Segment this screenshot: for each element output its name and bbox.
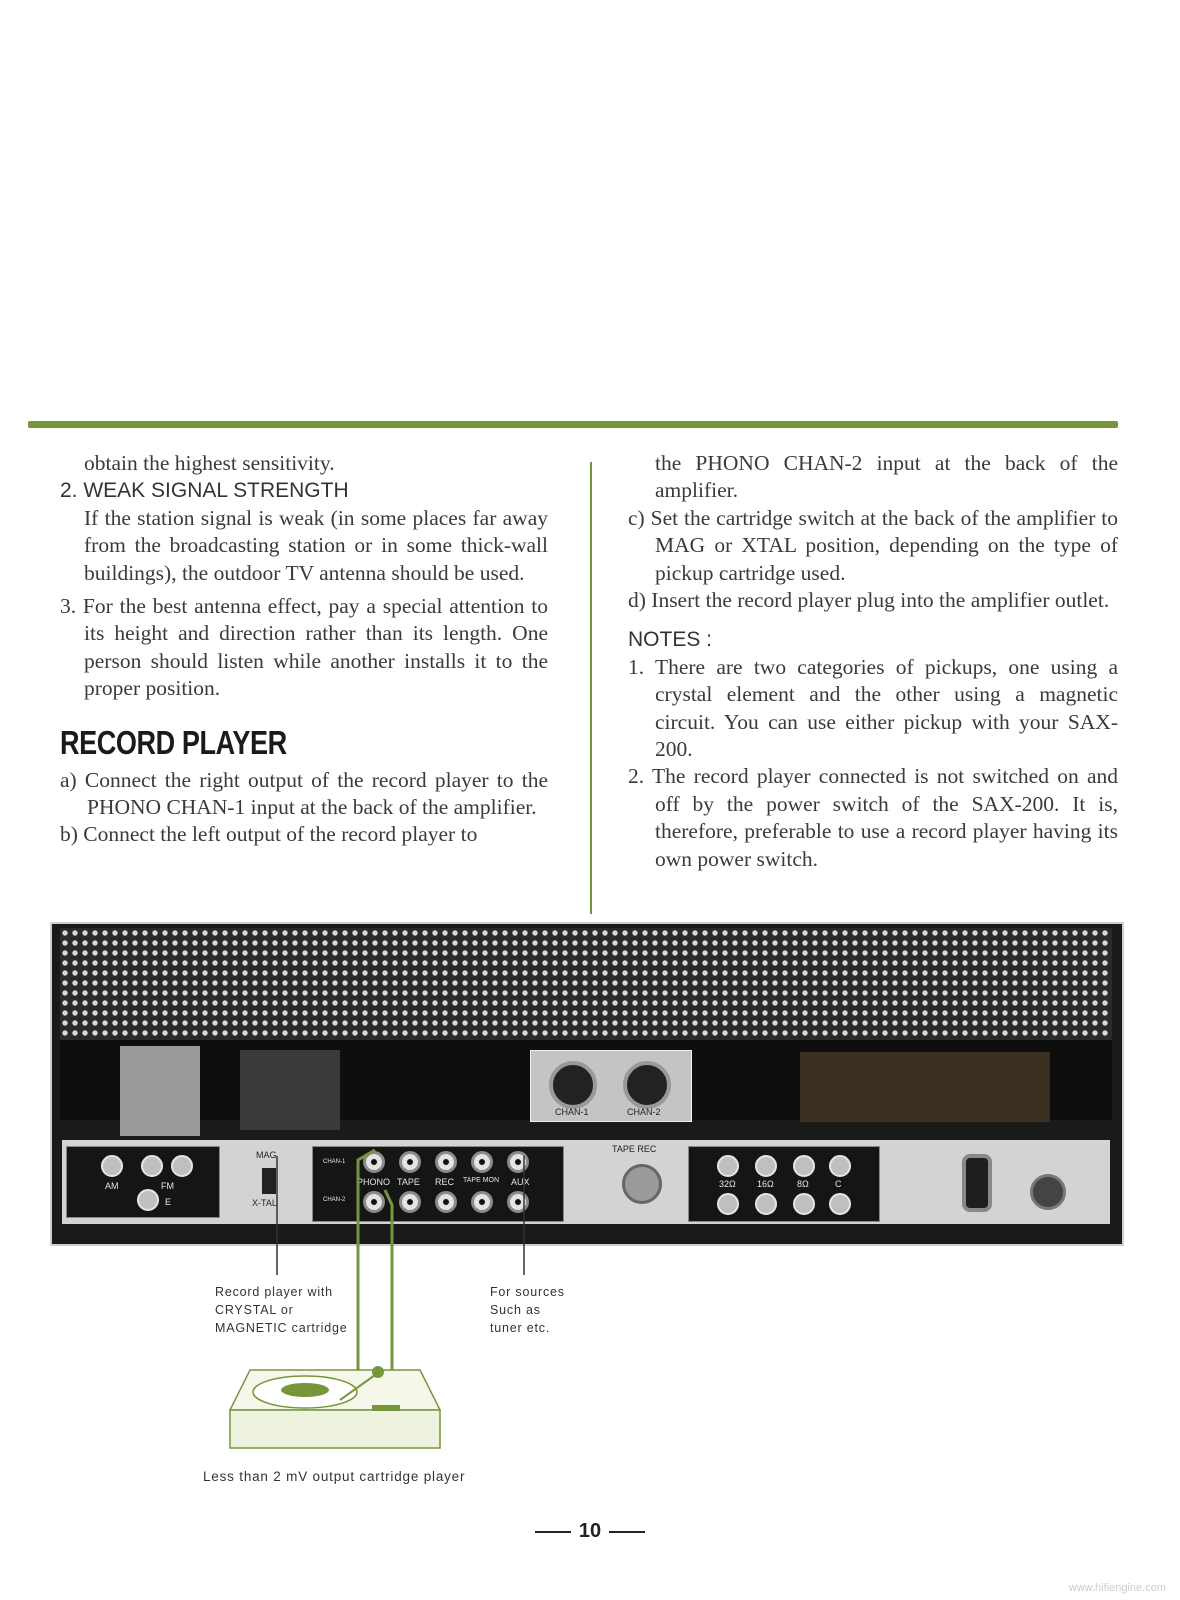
record-player-heading: RECORD PLAYER: [60, 723, 287, 761]
tape-rec-label: TAPE REC: [612, 1144, 657, 1154]
caption-record-player-line1: Record player with: [215, 1285, 333, 1299]
turntable-icon: [230, 1366, 440, 1448]
step-c: c) Set the cartridge switch at the back of the amplifier to MAG or XTAL position, depending on the type of pickup cartridge used.: [628, 505, 1118, 585]
phono-label: PHONO: [357, 1177, 391, 1187]
label-32: 32Ω: [719, 1179, 736, 1189]
caption-record-player-line3: MAGNETIC cartridge: [215, 1321, 348, 1335]
tape-mon-label: TAPE MON: [463, 1177, 500, 1184]
step-d: d) Insert the record player plug into the amplifier outlet.: [628, 588, 1110, 613]
label-8: 8Ω: [797, 1179, 809, 1189]
intro-text: obtain the highest sensitivity.: [84, 451, 335, 475]
caption-sources-line1: For sources: [490, 1285, 565, 1299]
note-2: 2. The record player connected is not switched on and off by the power switch of the SAX-200. It is, therefore, preferable to use a record player having its own power switch.: [628, 764, 1118, 871]
din-label-chan1: CHAN-1: [555, 1107, 589, 1117]
cable-chan2: [385, 1190, 392, 1370]
weak-signal-body: If the station signal is weak (in some places far away from the broadcasting station or in some thick-wall buildings), the outdoor TV antenna should be used.: [84, 505, 548, 585]
note-1: 1. There are two categories of pickups, one using a crystal element and the other using a magnetic circuit. You can use either pickup with your SAX-200.: [628, 654, 1118, 762]
rec-label: REC: [435, 1177, 455, 1187]
step-a: a) Connect the right output of the record player to the PHONO CHAN-1 input at the back of the amplifier.: [60, 767, 548, 820]
caption-sources-line3: tuner etc.: [490, 1321, 551, 1335]
chan1-label: CHAN-1: [323, 1159, 346, 1165]
watermark: www.hifiengine.com: [1068, 1582, 1166, 1594]
notes-heading: NOTES :: [628, 628, 713, 652]
tape-label: TAPE: [397, 1177, 420, 1187]
mag-label: MAG: [256, 1150, 277, 1160]
antenna-tip: 3. For the best antenna effect, pay a special attention to its height and direction rather than its length. One person should listen while another installs it to the proper position.: [60, 594, 548, 701]
xtal-label: X-TAL: [252, 1198, 277, 1208]
step-b-continued: the PHONO CHAN-2 input at the back of the amplifier.: [655, 451, 1118, 503]
am-label: AM: [105, 1181, 119, 1191]
aux-label: AUX: [511, 1177, 530, 1187]
chan2-label: CHAN-2: [323, 1197, 346, 1203]
fm-label: FM: [161, 1181, 174, 1191]
page-number: [0, 1520, 1180, 1543]
cable-chan1: [358, 1150, 375, 1370]
label-c: C: [835, 1179, 842, 1189]
caption-record-player-line2: CRYSTAL or: [215, 1303, 294, 1317]
din-label-chan2: CHAN-2: [627, 1107, 661, 1117]
page-dash-left: [535, 1531, 571, 1533]
step-b: b) Connect the left output of the record player to: [60, 822, 478, 847]
label-16: 16Ω: [757, 1179, 774, 1189]
caption-sources-line2: Such as: [490, 1303, 541, 1317]
caption-sources: [490, 1283, 565, 1337]
caption-cartridge-player: Less than 2 mV output cartridge player: [203, 1469, 466, 1484]
ground-label: E: [165, 1197, 172, 1207]
page-number-text: 10: [578, 1520, 602, 1542]
caption-record-player: [215, 1283, 347, 1337]
page-dash-right: [609, 1531, 645, 1533]
weak-signal-heading: 2. WEAK SIGNAL STRENGTH: [60, 479, 349, 503]
